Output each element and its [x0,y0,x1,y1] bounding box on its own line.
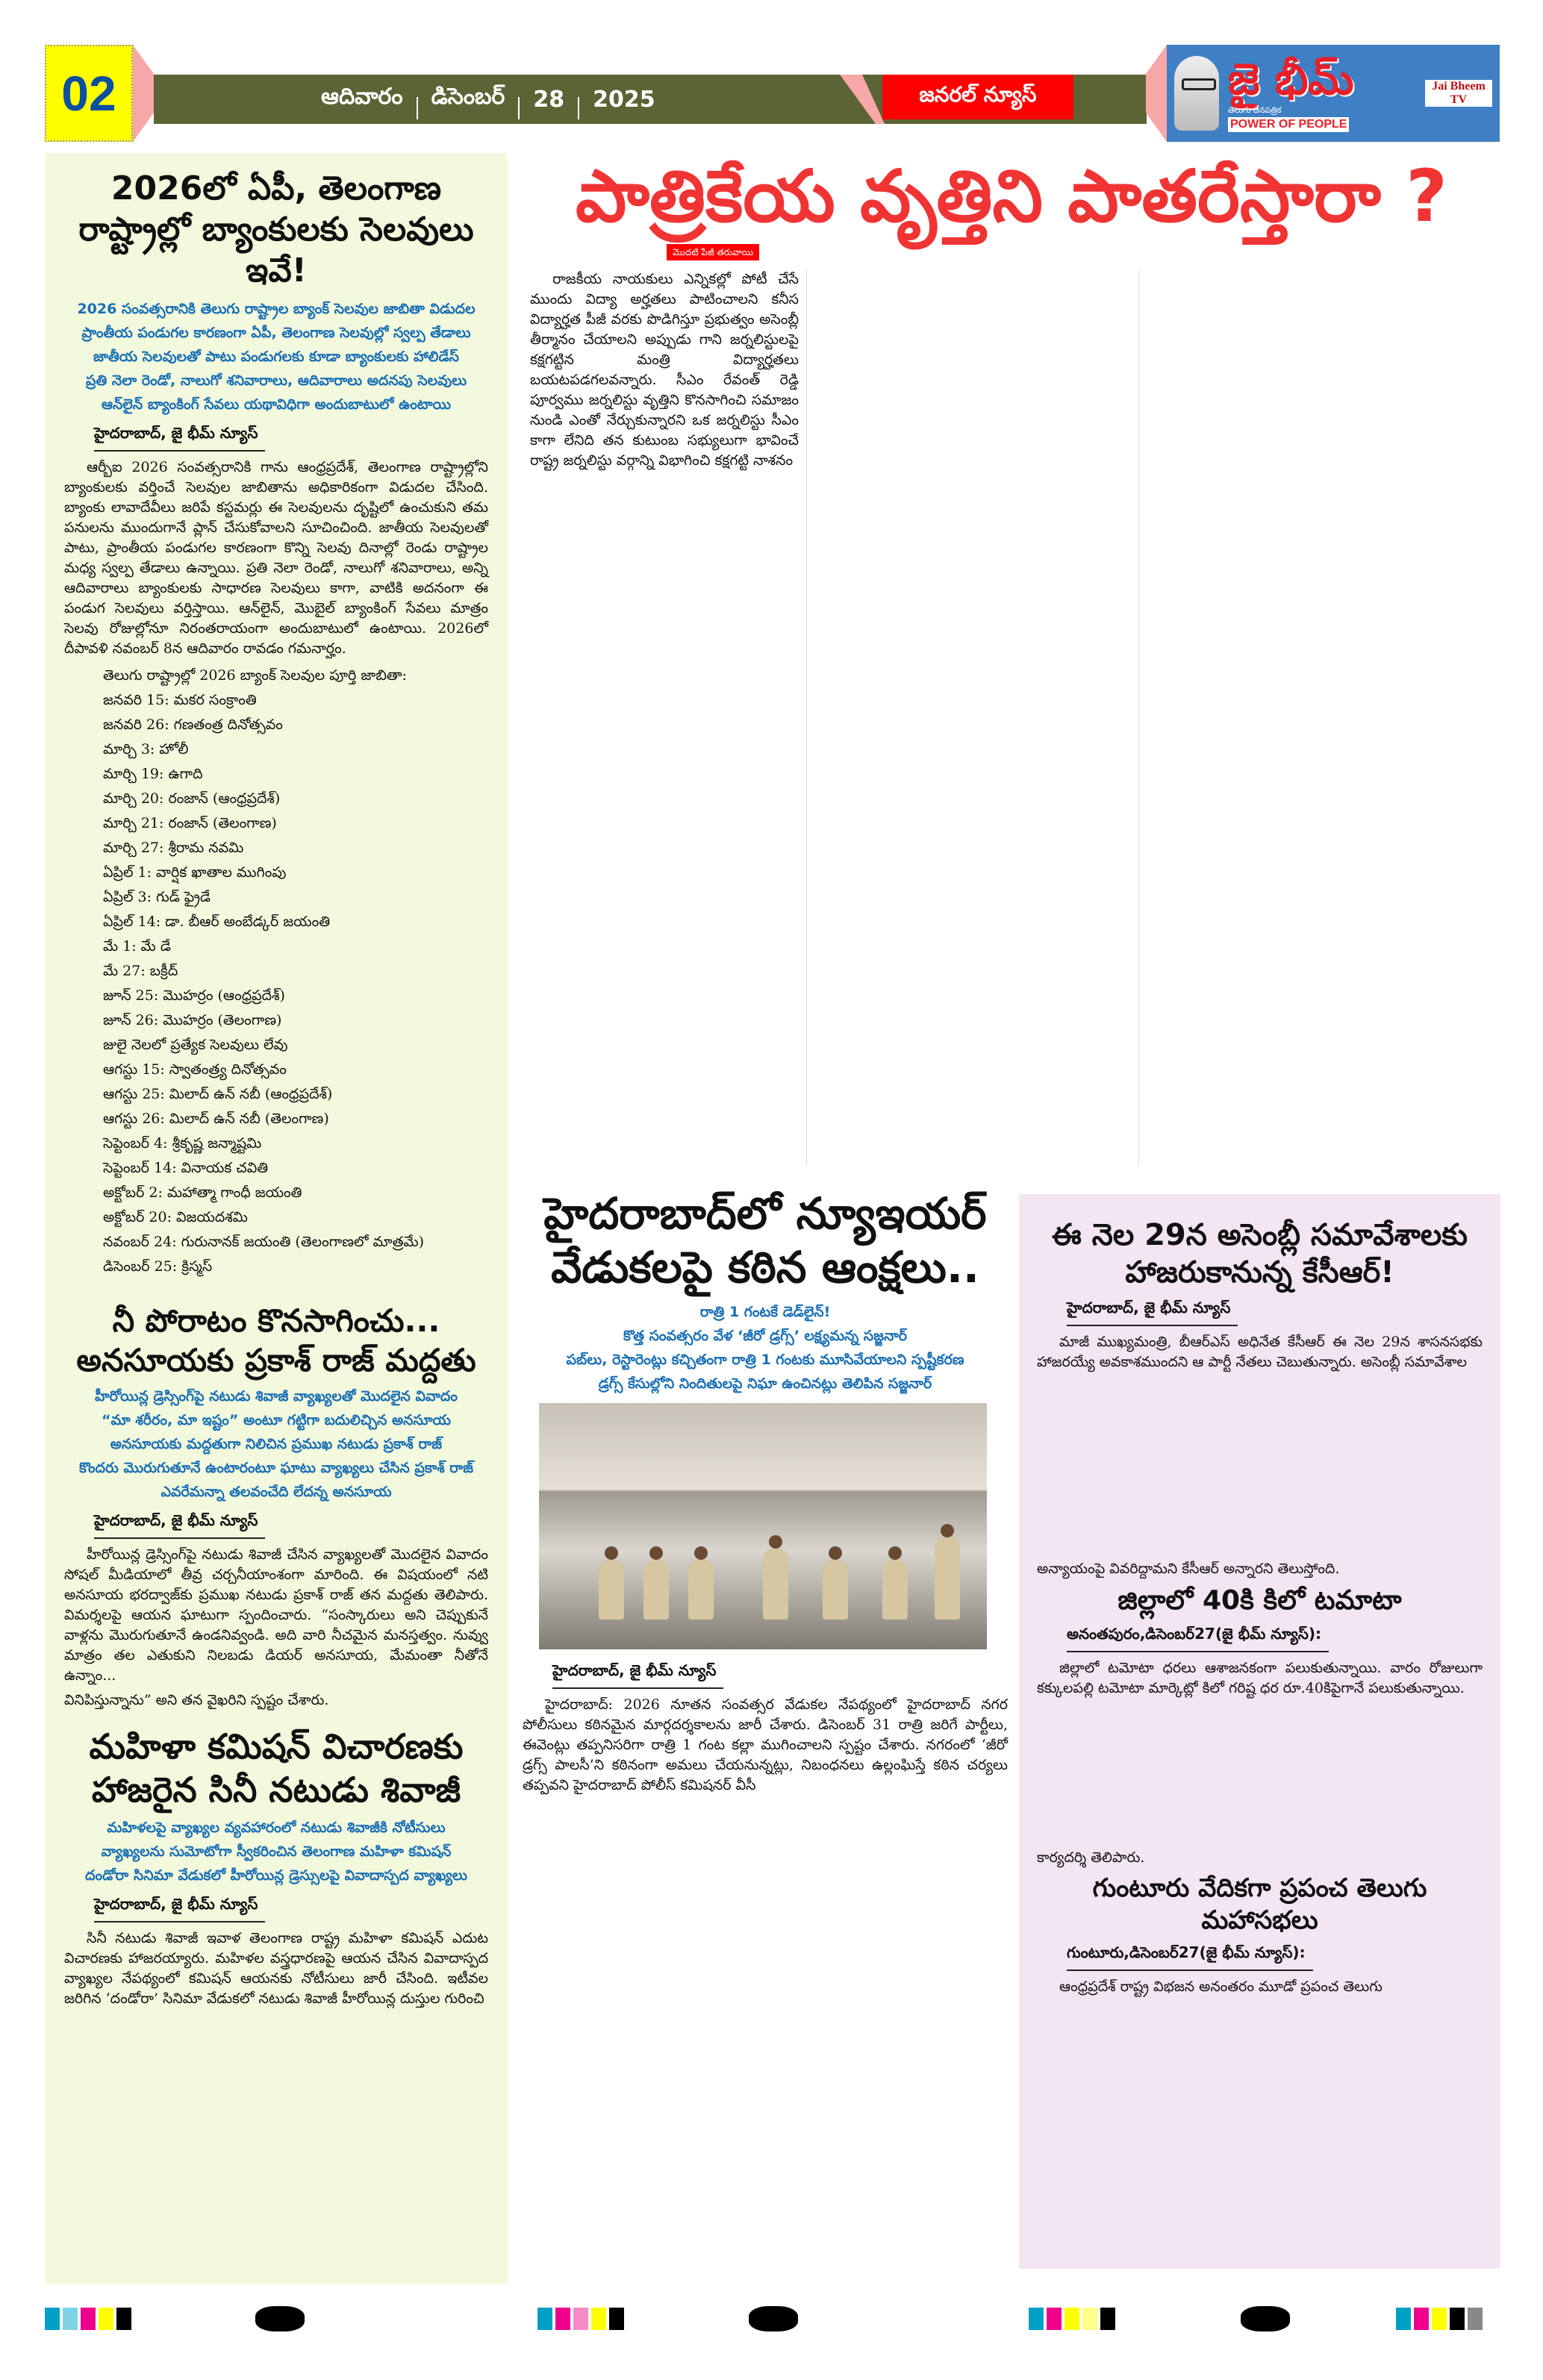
holiday-item: జనవరి 15: మకర సంక్రాంతి [103,692,257,708]
registration-oval [749,2306,798,2331]
holiday-item: మార్చి 3: హోలీ [103,741,189,758]
kcr-headline: ఈ నెల 29న అసెంబ్లీ సమావేశాలకు హాజరుకానున్న కేసీఆర్! [1052,1218,1468,1290]
anasuya-headline: నీ పోరాటం కొనసాగించు... అనసూయకు ప్రకాశ్ రాజ్ మద్దతు [76,1302,476,1378]
anasuya-deck: హీరోయిన్ల డ్రెస్సింగ్‌పై నటుడు శివాజీ వ్యాఖ్యలతో మొదలైన వివాదం [95,1388,458,1405]
bank-dateline: హైదరాబాద్, జై భీమ్ న్యూస్ [94,421,265,452]
guntur-body: ఆంధ్రప్రదేశ్ రాష్ట్ర విభజన అనంతరం మూడో ప్రపంచ తెలుగు [1059,1978,1383,1995]
holiday-item: మే 1: మే డే [103,938,171,955]
holiday-list-title: తెలుగు రాష్ట్రాల్లో 2026 బ్యాంక్ సెలవుల పూర్తి జాబితా: [103,667,408,684]
sivaji-headline: మహిళా కమిషన్ విచారణకు హాజరైన సినీ నటుడు శివాజీ [89,1726,464,1810]
holiday-item: మార్చి 21: రంజాన్ (తెలంగాణ) [103,815,277,831]
section-tag: జనరల్ న్యూస్ [882,75,1073,119]
holiday-item: అక్టోబర్ 2: మహాత్మా గాంధీ జయంతి [103,1184,302,1201]
holiday-item: సెప్టెంబర్ 4: శ్రీకృష్ణ జన్మాష్టమి [103,1135,262,1152]
newyear-deck: కొత్త సంవత్సరం వేళ ‘జీరో డ్రగ్స్’ లక్ష్యమన్న సజ్జనార్ [623,1328,907,1344]
holiday-item: జూన్ 26: మొహర్రం (తెలంగాణ) [103,1012,282,1028]
bank-deck: ప్రతి నెలా రెండో, నాలుగో శనివారాలు, ఆదివారాలు అదనపు సెలవులు [85,372,467,389]
newyear-body: హైదరాబాద్: 2026 నూతన సంవత్సర వేడుకల నేపథ్యంలో హైదరాబాద్ నగర పోలీసులు కఠినమైన మార్గదర్శకాలను జారీ చేశారు. డిసెంబర్ 31 రాత్రి జరిగే పార్టీలు, ఈవెంట్లు తప్పనిసరిగా రాత్రి 1 గంట కల్లా ముగించాలని స్పష్టం చేశారు. నగరంలో ‘జీరో డ్రగ్స్ పాలసీ’ని కఠినంగా అమలు చేయనున్నట్లు, నిబంధనలు ఉల్లంఘిస్తే కఠిన చర్యలు తప్పవని హైదరాబాద్ పోలీస్ కమిషనర్ వీసీ [523,1696,1008,1793]
sivaji-deck: దండోరా సినిమా వేడుకలో హీరోయిన్ల డ్రెస్సులపై వివాదాస్పద వ్యాఖ్యలు [85,1867,467,1884]
holiday-item: ఆగస్టు 26: మిలాద్ ఉన్ నబీ (తెలంగాణ) [103,1111,329,1127]
holiday-item: మే 27: బక్రీద్ [103,963,178,979]
holiday-item: ఏప్రిల్ 14: డా. బీఆర్ అంబేడ్కర్ జయంతి [103,913,331,930]
holiday-list [64,688,488,1279]
color-registration-mark [1029,2308,1115,2330]
newyear-headline: హైదరాబాద్‌లో న్యూఇయర్ వేడుకలపై కఠిన ఆంక్షలు.. [543,1188,987,1293]
anasuya-deck: “మా శరీరం, మా ఇష్టం” అంటూ గట్టిగా బదులిచ్చిన అనసూయ [102,1412,451,1428]
holiday-item: ఏప్రిల్ 1: వార్షిక ఖాతాల ముగింపు [103,864,287,881]
bank-body: ఆర్బీఐ 2026 సంవత్సరానికి గాను ఆంధ్రప్రదేశ్, తెలంగాణ రాష్ట్రాల్లోని బ్యాంకులకు వర్తించే సెలవుల జాబితాను అధికారికంగా విడుదల చేసింది. బ్యాంకు లావాదేవీలు జరిపే కస్టమర్లు ఈ సెలవులను దృష్టిలో ఉంచుకుని తమ పనులను ముందుగానే ప్లాన్ చేసుకోవాలని సూచించింది. జాతీయ సెలవులతో పాటు, ప్రాంతీయ పండుగల కారణంగా కొన్ని సెలవు దినాల్లో రెండు రాష్ట్రాల మధ్య స్వల్ప తేడాలు ఉన్నాయి. ప్రతి నెలా రెండో, నాలుగో శనివారాలు, అన్ని ఆదివారాలు బ్యాంకులకు సాధారణ సెలవులు కాగా, వాటికి అదనంగా ఈ పండుగ సెలవులు వర్తిస్తాయి. ఆన్‌లైన్, మొబైల్ బ్యాంకింగ్ సేవలు మాత్రం సెలవు రోజుల్లోనూ నిరంతరాయంగా అందుబాటులో ఉంటాయి. 2026లో దీపావళి నవంబర్ 8న ఆదివారం రావడం గమనార్హం. [64,459,488,657]
tomato-body: జిల్లాలో టమోటా ధరలు ఆశాజనకంగా పలుకుతున్నాయి. వారం రోజులుగా కక్కులపల్లి టమోటా మార్కెట్లో కిలో గరిష్ట ధర రూ.40కిపైగానే పలుకుతున్నాయి. [1037,1660,1483,1696]
sivaji-deck: మహిళలపై వ్యాఖ్యల వ్యవహారంలో నటుడు శివాజీకి నోటీసులు [107,1820,446,1836]
anasuya-deck: కొందరు మొరుగుతూనే ఉంటారంటూ ఘాటు వ్యాఖ్యలు చేసిన ప్రకాశ్ రాజ్ [79,1460,473,1476]
anasuya-deck: ఎవరేమన్నా తలవంచేది లేదన్న అనసూయ [160,1484,392,1500]
holiday-item: డిసెంబర్ 25: క్రిస్మస్ [103,1258,213,1275]
newyear-text [523,1654,1008,1800]
sivaji-dateline: హైదరాబాద్, జై భీమ్ న్యూస్ [94,1892,265,1923]
newyear-deck: రాత్రి 1 గంటకే డెడ్‌లైన్! [699,1304,831,1320]
logo-name: జై భీమ్ [1228,54,1354,104]
bank-deck: ప్రాంతీయ పండుగల కారణంగా ఏపీ, తెలంగాణ సెలవుల్లో స్వల్ప తేడాలు [81,325,471,341]
tomato-dateline: అనంతపురం,డిసెంబర్27(జై భీమ్ న్యూస్): [1067,1622,1329,1652]
date-day: ఆదివారం [321,84,403,110]
bank-deck: ఆన్‌లైన్ బ్యాంకింగ్ సేవలు యథావిధిగా అందుబాటులో ఉంటాయి [101,396,452,413]
guntur-dateline: గుంటూరు,డిసెంబర్27(జై భీమ్ న్యూస్): [1067,1940,1313,1971]
newspaper-logo [1167,45,1500,142]
logo-sub: తెలుగు దినపత్రిక [1228,105,1282,115]
logo-tv: Jai Bheem TV [1425,80,1492,107]
sivaji-body: సినీ నటుడు శివాజీ ఇవాళ తెలంగాణ రాష్ట్ర మహిళా కమిషన్ ఎదుట విచారణకు హాజరయ్యారు. మహిళల వస్త్రధారణపై ఆయన చేసిన వివాదాస్పద వ్యాఖ్యల నేపథ్యంలో కమిషన్ ఆయనకు నోటీసులు జారీ చేసింది. ఇటీవల జరిగిన ‘దండోరా’ సినిమా వేడుకలో నటుడు శివాజీ హీరోయిన్ల దుస్తుల గురించి [64,1930,488,2007]
tomato-body-end: కార్యదర్శి తెలిపారు. [1037,1849,1145,1866]
logo-text-group [1228,54,1416,132]
holiday-item: ఏప్రిల్ 3: గుడ్ ఫ్రైడే [103,889,211,905]
holiday-item: ఆగస్టు 25: మిలాద్ ఉన్ నబీ (ఆంధ్రప్రదేశ్) [103,1086,333,1102]
color-registration-mark [1396,2308,1483,2330]
portrait-icon [1174,56,1219,131]
bank-deck: 2026 సంవత్సరానికి తెలుగు రాష్ట్రాల బ్యాంక్ సెలవుల జాబితా విడుదల [77,301,476,317]
issue-date [321,75,655,124]
page-number-wedge [133,45,154,142]
sivaji-deck: వ్యాఖ్యలను సుమోటోగా స్వీకరించిన తెలంగాణ మహిళా కమిషన్ [101,1843,452,1860]
lead-columns [523,269,1500,1165]
holiday-item: అక్టోబర్ 20: విజయదశమి [103,1209,248,1225]
holiday-item: నవంబర్ 24: గురునానక్ జయంతి (తెలంగాణలో మాత్రమే) [103,1234,425,1250]
anasuya-deck: అనసూయకు మద్దతుగా నిలిచిన ప్రముఖ నటుడు ప్రకాశ్ రాజ్ [110,1436,443,1452]
registration-oval [1241,2306,1290,2331]
kcr-body-end: అన్యాయంపై వివరిద్దామని కేసీఆర్ అన్నారని తెలుస్తోంది. [1037,1561,1340,1577]
anasuya-body: హీరోయిన్ల డ్రెస్సింగ్‌పై నటుడు శివాజీ చేసిన వ్యాఖ్యలతో మొదలైన వివాదం సోషల్ మీడియాలో తీవ్ర చర్చనీయాంశంగా మారింది. ఈ విషయంలో నటి అనసూయ భరద్వాజ్‌కు ప్రముఖ నటుడు ప్రకాశ్ రాజ్ తన మద్దతు తెలిపారు. విమర్శలపై ఆయన ఘాటుగా స్పందించారు. “సంస్కారులు అని చెప్పుకునే వాళ్లను మొరుగుతూనే ఉండనివ్వండి. అది వారి నీచమైన మనస్తత్వం. నువ్వు మాత్రం తల ఎతుకుని నిలబడు డియర్ అనసూయ, మేమంతా నీతోనే ఉన్నాం... [64,1546,488,1684]
newyear-dateline: హైదరాబాద్, జై భీమ్ న్యూస్ [552,1658,723,1689]
police-press-meet-photo [539,1403,987,1649]
holiday-item: జూన్ 25: మొహర్రం (ఆంధ్రప్రదేశ్) [103,987,285,1004]
newyear-story [523,1187,1008,1800]
holiday-item: జనవరి 26: గణతంత్ర దినోత్సవం [103,716,283,733]
kcr-body: మాజీ ముఖ్యమంత్రి, బీఆర్ఎస్ అధినేత కేసీఆర్ ఈ నెల 29న శాసనసభకు హాజరయ్యే అవకాశముందని ఆ పార్టీ నేతలు చెబుతున్నారు. అసెంబ్లీ సమావేశాల [1037,1334,1483,1370]
lead-column [523,269,806,1165]
lead-column-3 [1138,269,1500,1165]
color-registration-mark [45,2308,131,2330]
date-month: డిసెంబర్ [431,84,505,110]
continued-tag: మొదటి పేజీ తరువాయి [667,244,759,260]
bank-headline: 2026లో ఏపీ, తెలంగాణ రాష్ట్రాల్లో బ్యాంకులకు సెలవులు ఇవే! [78,169,474,290]
logo-wedge [1146,45,1167,142]
logo-slogan: POWER OF PEOPLE [1228,117,1349,132]
lead-headline: పాత్రికేయ వృత్తిని పాతరేస్తారా ? [576,154,1447,238]
holiday-item: మార్చి 19: ఉగాది [103,766,203,782]
color-registration-mark [537,2308,624,2330]
registration-oval [255,2306,305,2331]
anasuya-dateline: హైదరాబాద్, జై భీమ్ న్యూస్ [94,1508,265,1539]
lead-column-2 [806,269,1138,1165]
right-panel [1019,1194,1500,2269]
holiday-item: జులై నెలలో ప్రత్యేక సెలవులు లేవు [103,1037,288,1053]
lead-body: రాజకీయ నాయకులు ఎన్నికల్లో పోటీ చేసే ముందు విద్యా అర్హతలు పాటించాలని కనీస విద్యార్హత పీజీ వరకు పొడిగిస్తూ ప్రభుత్వం అసెంబ్లీ తీర్మానం చేయాలని అప్పుడు గాని జర్నలిస్టులపై కక్షగట్టిన మంత్రి విద్యార్హతలు బయటపడగలవన్నారు. సీఎం రేవంత్ రెడ్డి పూర్వము జర్నలిస్టు వృత్తిని కొనసాగించి సమాజం నుండి ఎంతో నేర్చుకున్నారని ఒక జర్నలిస్టు సీఎం కాగా లేనిది తన కుటుంబ సభ్యులుగా భావించే రాష్ట్ర జర్నలిస్టు వర్గాన్ని విభాగించి కక్షగట్టి నాశనం [530,271,799,469]
kcr-dateline: హైదరాబాద్, జై భీమ్ న్యూస్ [1067,1296,1238,1326]
newyear-deck: పబ్‌లు, రెస్టారెంట్లు కచ్చితంగా రాత్రి 1 గంటకు మూసివేయాలని స్పష్టీకరణ [566,1352,964,1368]
guntur-headline: గుంటూరు వేదికగా ప్రపంచ తెలుగు మహాసభలు [1092,1873,1427,1935]
date-year: 2025 [593,86,655,113]
holiday-item: సెప్టెంబర్ 14: వినాయక చవితి [103,1160,269,1176]
holiday-item: మార్చి 27: శ్రీరామ నవమి [103,840,244,856]
anasuya-body-end: వినిపిస్తున్నాను” అని తన వైఖరిని స్పష్టం చేశారు. [64,1692,329,1708]
tomato-headline: జిల్లాలో 40కి కిలో టమాటా [1117,1585,1402,1616]
left-column [45,153,508,2284]
holiday-item: మార్చి 20: రంజాన్ (ఆంధ్రప్రదేశ్) [103,790,281,807]
newyear-deck: డ్రగ్స్ కేసుల్లోని నిందితులపై నిఘా ఉంచినట్లు తెలిపిన సజ్జనార్ [598,1375,932,1392]
date-num: 28 [533,86,565,113]
page-number: 02 [45,45,133,142]
holiday-item: ఆగస్టు 15: స్వాతంత్ర్య దినోత్సవం [103,1061,287,1078]
lead-story [523,153,1500,1165]
bank-deck: జాతీయ సెలవులతో పాటు పండుగలకు కూడా బ్యాంకులకు హాలిడేస్ [93,349,459,365]
